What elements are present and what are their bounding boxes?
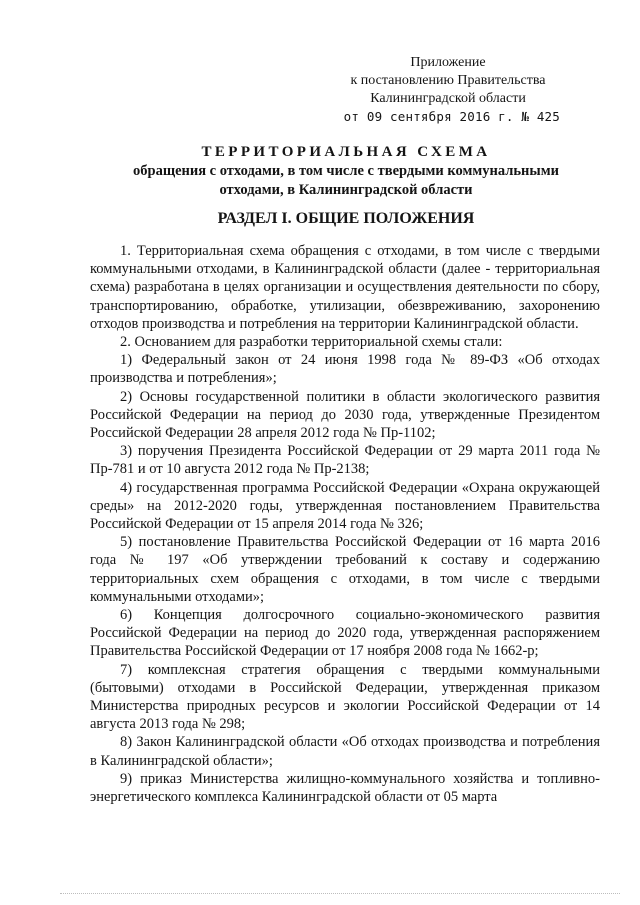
paragraph: 2. Основанием для разработки территориальной схемы стали: bbox=[120, 334, 503, 351]
page-bottom-edge bbox=[60, 893, 620, 896]
document-title bbox=[90, 143, 602, 200]
paragraph: 6) Концепция долгосрочного социально-экономического развития Российской Федерации на период до 2020 года, утвержденная распоряжением Правительства Российской Федерации от 17 ноября 2008 года № 1662-р; bbox=[90, 607, 600, 660]
title-subtitle-line2: отходами, в Калининградской области bbox=[219, 182, 473, 198]
appendix-header bbox=[300, 54, 596, 126]
appendix-region: Калининградской области bbox=[370, 91, 526, 106]
paragraph: 1) Федеральный закон от 24 июня 1998 года № 89-ФЗ «Об отходах производства и потребления»; bbox=[90, 352, 600, 387]
title-subtitle-line1: обращения с отходами, в том числе с твердыми коммунальными bbox=[133, 163, 559, 179]
paragraph: 5) постановление Правительства Российской Федерации от 16 марта 2016 года № 197 «Об утверждении требований к составу и содержанию территориальных схем обращения с отходами, в том числе с твердыми коммунальными отходами»; bbox=[90, 534, 600, 605]
document-body bbox=[90, 242, 600, 806]
paragraph: 2) Основы государственной политики в области экологического развития Российской Федерации на период до 2030 года, утвержденные Президентом Российской Федерации 28 апреля 2012 года № Пр-1102; bbox=[90, 388, 600, 442]
paragraph: 4) государственная программа Российской Федерации «Охрана окружающей среды» на 2012-2020 годы, утвержденная постановлением Правительства Российской Федерации от 15 апреля 2014 года № 326; bbox=[90, 479, 600, 533]
appendix-resolution-ref: к постановлению Правительства bbox=[350, 73, 546, 88]
section-heading: РАЗДЕЛ I. ОБЩИЕ ПОЛОЖЕНИЯ bbox=[217, 210, 475, 227]
paragraph: 8) Закон Калининградской области «Об отходах производства и потребления в Калининградской области»; bbox=[90, 734, 600, 769]
paragraph: 9) приказ Министерства жилищно-коммунального хозяйства и топливно-энергетического комплекса Калининградской области от 05 марта bbox=[90, 770, 600, 806]
title-main: ТЕРРИТОРИАЛЬНАЯ СХЕМА bbox=[201, 144, 491, 160]
appendix-label: Приложение bbox=[410, 55, 486, 70]
paragraph: 7) комплексная стратегия обращения с твердыми коммунальными (бытовыми) отходами в Российской Федерации, утвержденная приказом Министерства природных ресурсов и экологии Российской Федерации от 14 августа 2013 года № 298; bbox=[90, 661, 600, 733]
paragraph: 1. Территориальная схема обращения с отходами, в том числе с твердыми коммунальными отходами, в Калининградской области (далее - территориальная схема) разработана в целях организации и осуществления деятельности по сбору, транспортированию, обработке, утилизации, обезвреживанию, захоронению отходов производства и потребления на территории Калининградской области. bbox=[90, 243, 600, 332]
paragraph: 3) поручения Президента Российской Федерации от 29 марта 2011 года № Пр-781 и от 10 августа 2012 года № Пр-2138; bbox=[90, 443, 600, 478]
appendix-date-number: от 09 сентября 2016 г. № 425 bbox=[343, 109, 560, 124]
